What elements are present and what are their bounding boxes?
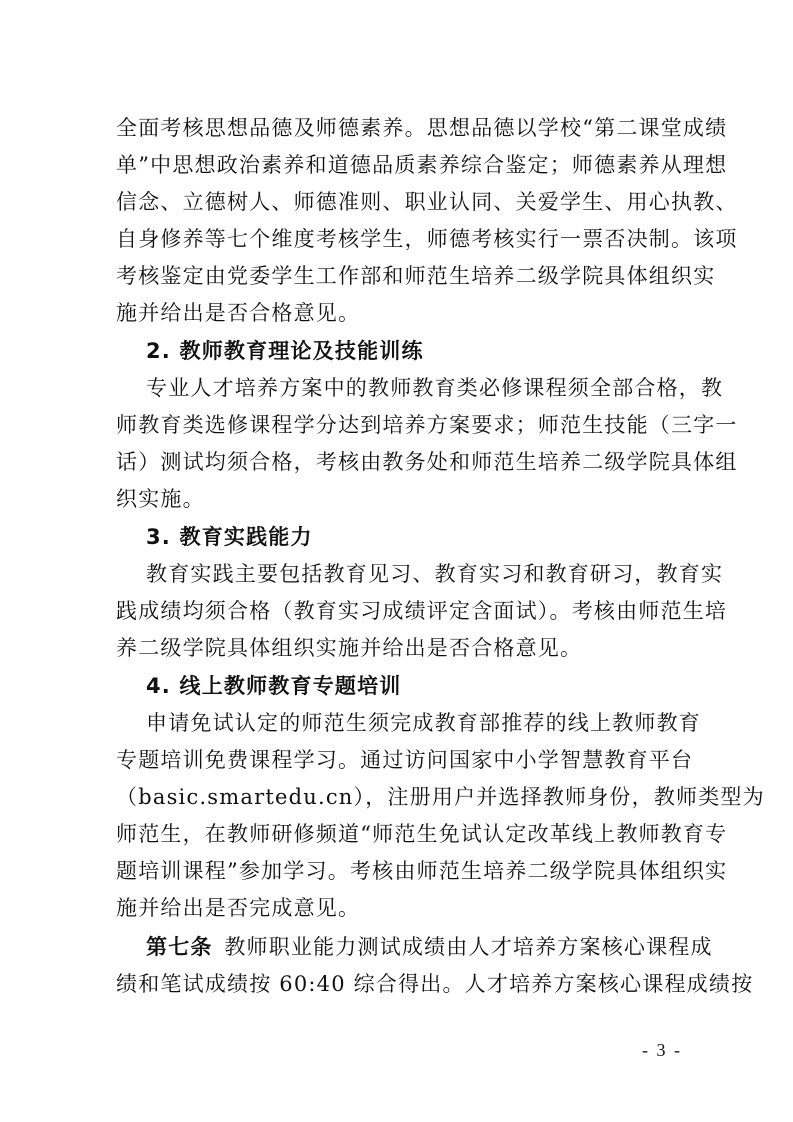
text-line: 养二级学院具体组织实施并给出是否合格意见。: [116, 636, 583, 660]
text-line: 单”中思想政治素养和道德品质素养综合鉴定；师德素养从理想: [116, 153, 728, 177]
section-education-practice: [116, 518, 728, 667]
text-line: 信念、立德树人、师德准则、职业认同、关爱学生、用心执教、: [116, 190, 738, 214]
text-line: 绩和笔试成绩按 60:40 综合得出。人才培养方案核心课程成绩按: [116, 972, 754, 996]
text-line: 师教育类选修课程学分达到培养方案要求；师范生技能（三字一: [116, 413, 738, 437]
text-line: 专业人才培养方案中的教师教育类必修课程须全部合格，教: [146, 376, 724, 400]
section-heading: 4. 线上教师教育专题培训: [146, 674, 402, 698]
text-line: 话）测试均须合格，考核由教务处和师范生培养二级学院具体组: [116, 450, 738, 474]
section-teacher-education-theory: [116, 332, 738, 518]
article-seven: [116, 927, 754, 1003]
document-body: [116, 110, 765, 1003]
text-line: 题培训课程”参加学习。考核由师范生培养二级学院具体组织实: [116, 859, 728, 883]
article-label: 第七条: [146, 935, 213, 959]
section-online-training: [116, 667, 765, 927]
text-line: 施并给出是否合格意见。: [116, 301, 361, 325]
page-number: - 3 -: [642, 1040, 682, 1060]
paragraph-ethics-assessment: [116, 110, 738, 332]
text-line: 教育实践主要包括教育见习、教育实习和教育研习，教育实: [146, 562, 724, 586]
text-line: （basic.smartedu.cn），注册用户并选择教师身份，教师类型为: [116, 785, 765, 809]
text-line: 申请免试认定的师范生须完成教育部推荐的线上教师教育: [146, 711, 701, 735]
text-line: 考核鉴定由党委学生工作部和师范生培养二级学院具体组织实: [116, 264, 716, 288]
section-heading: 2. 教师教育理论及技能训练: [146, 339, 424, 363]
text-line: 全面考核思想品德及师德素养。思想品德以学校“第二课堂成绩: [116, 116, 728, 140]
text-line: 施并给出是否完成意见。: [116, 896, 361, 920]
section-heading: 3. 教育实践能力: [146, 525, 313, 549]
text-line: 专题培训免费课程学习。通过访问国家中小学智慧教育平台: [116, 748, 694, 772]
text-line: 自身修养等七个维度考核学生，师德考核实行一票否决制。该项: [116, 227, 738, 251]
text-line: [116, 927, 713, 966]
text-line: 织实施。: [116, 487, 205, 511]
text-line: 师范生，在教师研修频道“师范生免试认定改革线上教师教育专: [116, 822, 728, 846]
text-line: 践成绩均须合格（教育实习成绩评定含面试）。考核由师范生培: [116, 599, 728, 623]
article-text: 教师职业能力测试成绩由人才培养方案核心课程成: [224, 935, 713, 959]
